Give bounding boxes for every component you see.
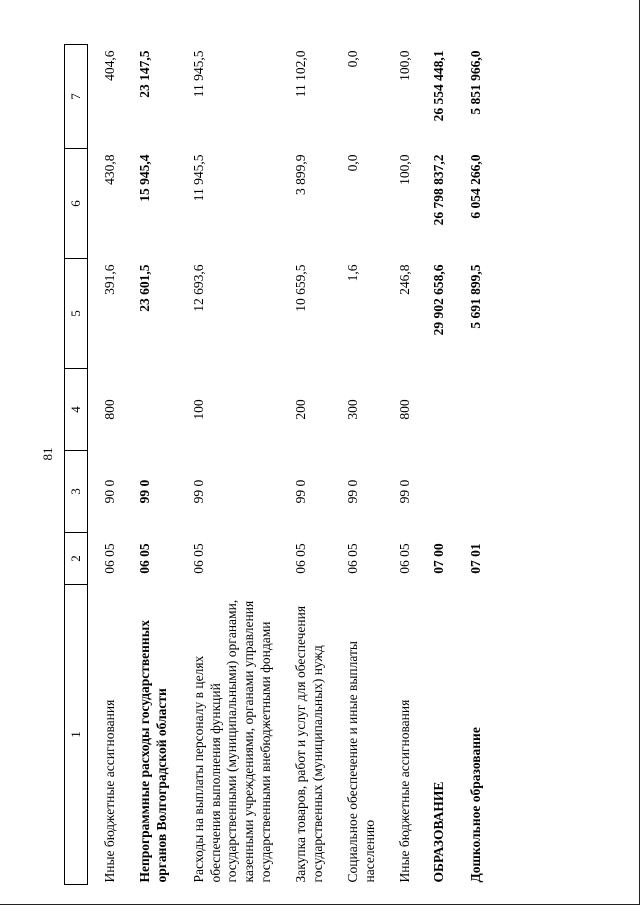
expense-type-cell: 200 [293, 399, 308, 420]
header-cell-6: 6 [65, 149, 88, 259]
program-code-cell [417, 451, 452, 533]
amount-col7-cell: 26 554 448,1 [431, 50, 447, 122]
program-code-cell: 99 0 [293, 479, 308, 504]
amount-col5-cell: 5 691 899,5 [468, 264, 484, 329]
amount-col7-cell: 23 147,5 [136, 50, 152, 98]
amount-col7-cell: 100,0 [396, 50, 412, 81]
row-name-cell: Непрограммные расходы государственных органов Волгоградской области [136, 619, 169, 883]
amount-col7-cell: 11 102,0 [293, 50, 308, 98]
amount-col6-cell: 11 945,5 [190, 154, 206, 202]
page-number: 81 [40, 447, 55, 461]
row-name-cell: Закупка товаров, работ и услуг для обеспечения государственных (муниципальных) нужд [293, 605, 325, 883]
row-name-cell: Расходы на выплаты персоналу в целях обеспечения выполнения функций государственными (муниципальными) органами, казенными учреждениями, органами управления государственными внебюджетными фондами [190, 599, 274, 883]
amount-col5-cell: 246,8 [396, 264, 412, 295]
table-row [331, 45, 383, 885]
row-name-cell: Социальное обеспечение и иные выплаты населению [344, 641, 377, 883]
section-code-cell: 06 05 [344, 543, 360, 574]
section-code-cell: 06 05 [396, 543, 412, 574]
header-cell-3: 3 [65, 451, 88, 533]
amount-col6-cell: 0,0 [344, 154, 360, 172]
header-cell-4: 4 [65, 369, 88, 451]
program-code-cell: 99 0 [396, 479, 412, 504]
header-cell-2: 2 [65, 533, 88, 585]
program-code-cell: 90 0 [102, 479, 117, 504]
table-row [417, 45, 452, 885]
program-code-cell: 99 0 [344, 479, 360, 504]
section-code-cell: 06 05 [293, 543, 308, 574]
amount-col6-cell: 430,8 [102, 154, 117, 185]
program-code-cell: 99 0 [136, 479, 152, 504]
table-row [175, 45, 279, 885]
expense-type-cell: 800 [102, 399, 117, 420]
expense-type-cell [123, 369, 175, 451]
amount-col5-cell: 23 601,5 [136, 264, 152, 312]
section-code-cell: 06 05 [190, 543, 206, 574]
amount-col5-cell: 10 659,5 [293, 264, 308, 312]
table-row [279, 45, 331, 885]
table-row [88, 45, 123, 885]
expense-type-cell: 100 [190, 399, 206, 420]
row-name-cell: ОБРАЗОВАНИЕ [431, 781, 447, 883]
amount-col6-cell: 15 945,4 [136, 154, 152, 202]
section-code-cell: 06 05 [136, 543, 152, 574]
section-code-cell: 07 00 [431, 543, 447, 574]
row-name-cell: Иные бюджетные ассигнования [396, 699, 412, 883]
program-code-cell: 99 0 [190, 479, 206, 504]
amount-col6-cell: 26 798 837,2 [431, 154, 447, 226]
amount-col6-cell: 3 899,9 [293, 154, 308, 195]
program-code-cell [452, 451, 489, 533]
amount-col6-cell: 100,0 [396, 154, 412, 185]
expense-type-cell: 300 [344, 399, 360, 420]
row-name-cell: Иные бюджетные ассигнования [102, 699, 117, 883]
section-code-cell: 06 05 [102, 543, 117, 574]
header-row [65, 45, 88, 885]
amount-col5-cell: 12 693,6 [190, 264, 206, 312]
amount-col7-cell: 11 945,5 [190, 50, 206, 98]
amount-col5-cell: 29 902 658,6 [431, 264, 447, 336]
section-code-cell: 07 01 [468, 543, 484, 574]
header-cell-1: 1 [65, 585, 88, 885]
amount-col5-cell: 391,6 [102, 264, 117, 295]
table-row [383, 45, 418, 885]
amount-col7-cell: 404,6 [102, 50, 117, 81]
header-cell-7: 7 [65, 45, 88, 149]
expense-type-cell [417, 369, 452, 451]
expense-type-cell [452, 369, 489, 451]
row-name-cell: Дошкольное образование [468, 727, 484, 883]
amount-col6-cell: 6 054 266,0 [468, 154, 484, 219]
rotated-table-container [64, 45, 596, 885]
table-row [123, 45, 175, 885]
amount-col7-cell: 5 851 966,0 [468, 50, 484, 115]
amount-col7-cell: 0,0 [344, 50, 360, 68]
budget-table [64, 44, 489, 885]
header-cell-5: 5 [65, 259, 88, 369]
table-row [452, 45, 489, 885]
amount-col5-cell: 1,6 [344, 264, 360, 282]
expense-type-cell: 800 [396, 399, 412, 420]
